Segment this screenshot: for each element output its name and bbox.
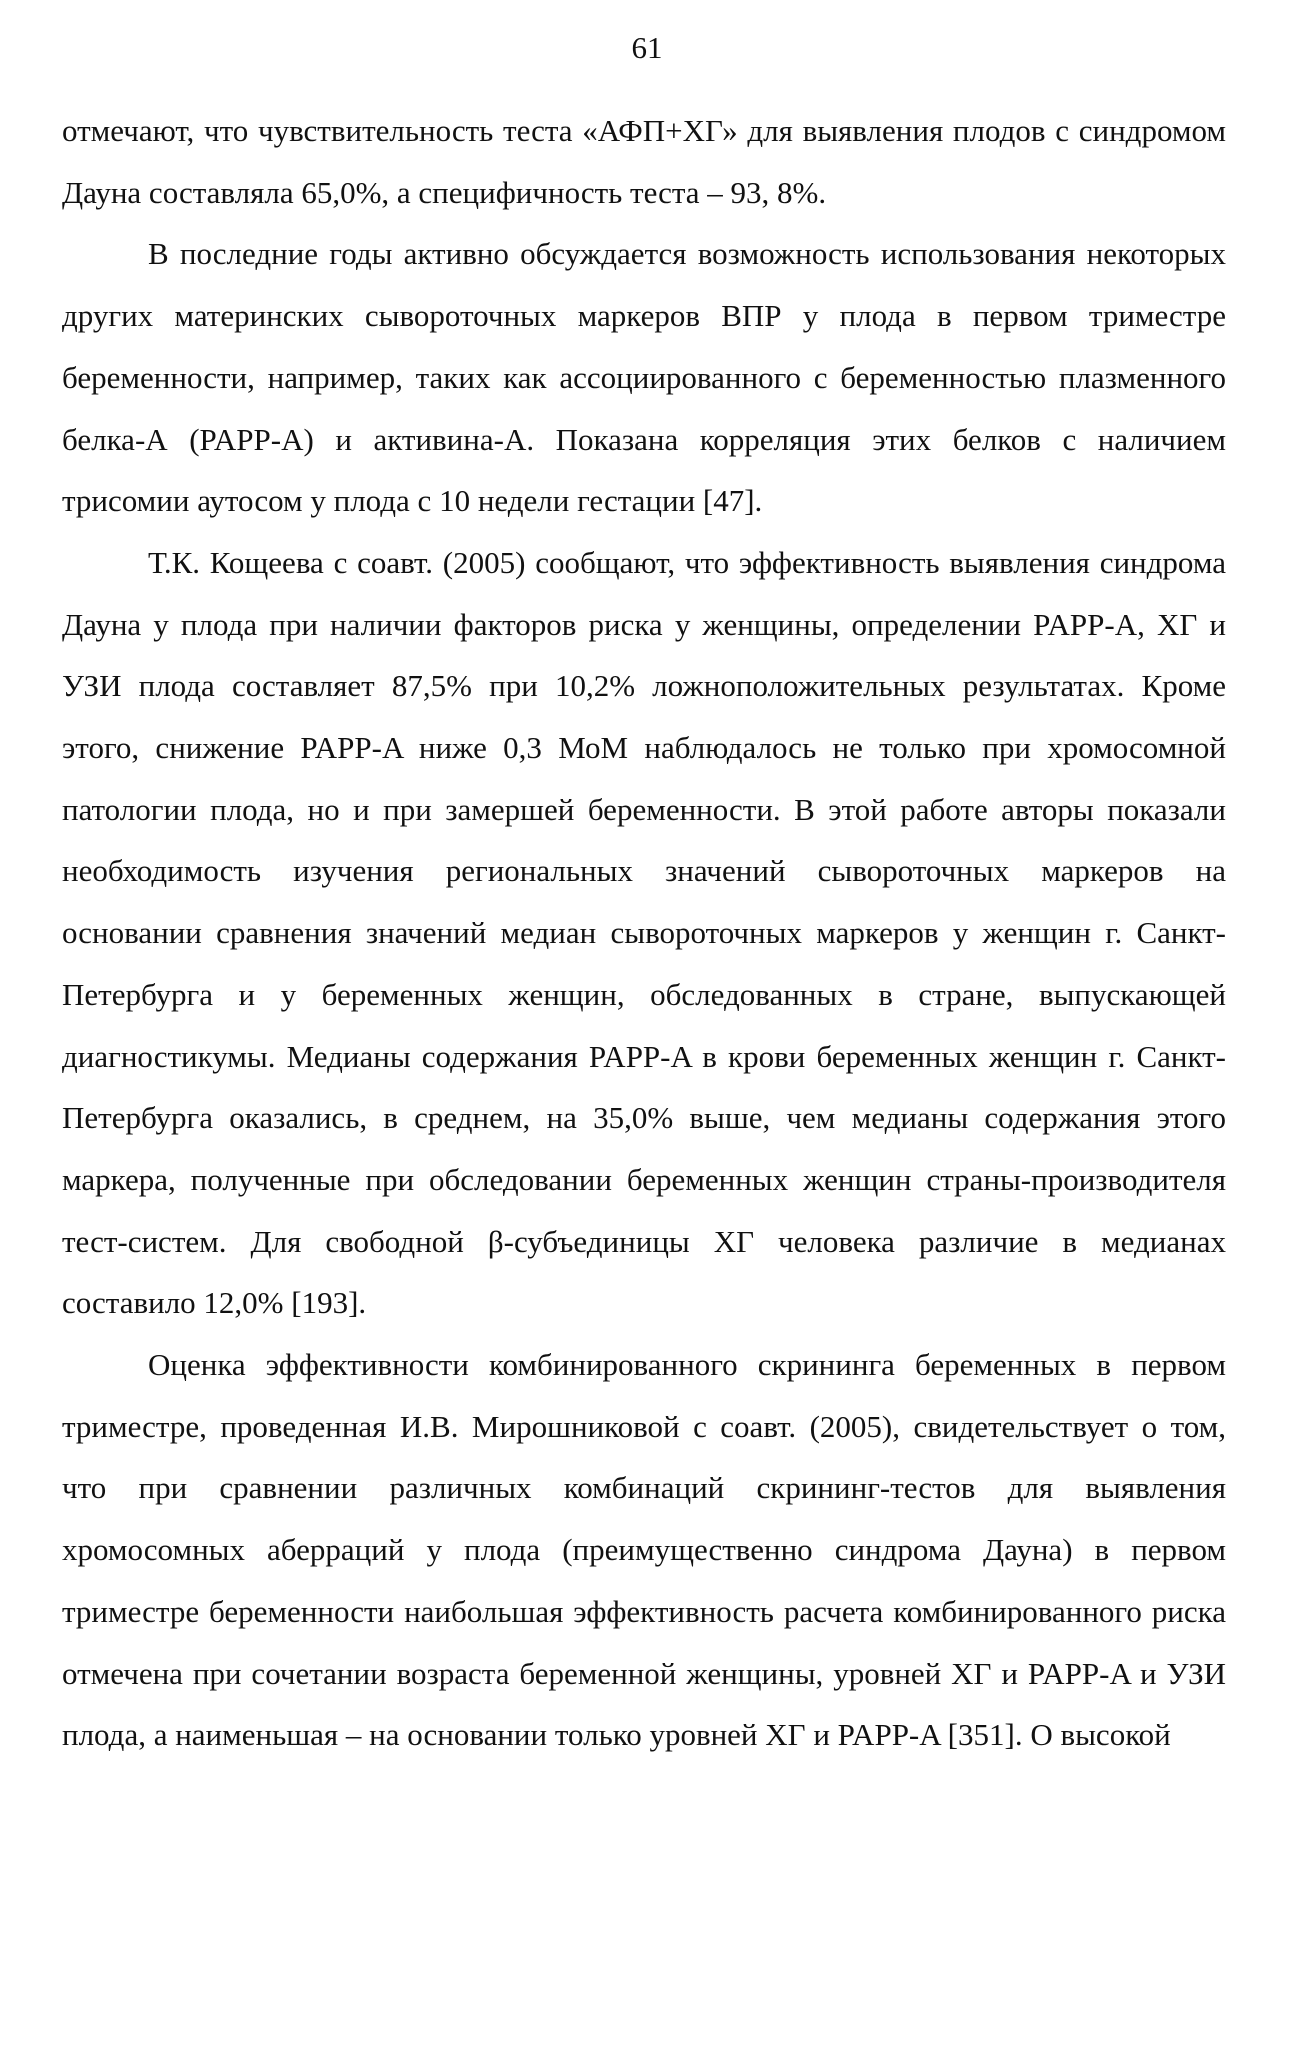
- page-number: 61: [631, 30, 663, 65]
- paragraph: Т.К. Кощеева с соавт. (2005) сообщают, что эффективность выявления синдрома Дауна у плода при наличии факторов риска у женщины, определении PAPP-A, ХГ и УЗИ плода составляет 87,5% при 10,2% ложноположительных результатах. Кроме этого, снижение PAPP-A ниже 0,3 МоМ наблюдалось не только при хромосомной патологии плода, но и при замершей беременности. В этой работе авторы показали необходимость изучения региональных значений сывороточных маркеров на основании сравнения значений медиан сывороточных маркеров у женщин г. Санкт-Петербурга и у беременных женщин, обследованных в стране, выпускающей диагностикумы. Медианы содержания PAPP-A в крови беременных женщин г. Санкт-Петербурга оказались, в среднем, на 35,0% выше, чем медианы содержания этого маркера, полученные при обследовании беременных женщин страны-производителя тест-систем. Для свободной β-субъединицы ХГ человека различие в медианах составило 12,0% [193].: [62, 544, 1226, 1321]
- body-text: [62, 100, 1226, 1766]
- paragraph-continuation: отмечают, что чувствительность теста «АФП+ХГ» для выявления плодов с синдромом Дауна составляла 65,0%, а специфичность теста – 93, 8%.: [62, 113, 1226, 210]
- paragraph: Оценка эффективности комбинированного скрининга беременных в первом триместре, проведенная И.В. Мирошниковой с соавт. (2005), свидетельствует о том, что при сравнении различных комбинаций скрининг-тестов для выявления хромосомных аберраций у плода (преимущественно синдрома Дауна) в первом триместре беременности наибольшая эффективность расчета комбинированного риска отмечена при сочетании возраста беременной женщины, уровней ХГ и PAPP-A и УЗИ плода, а наименьшая – на основании только уровней ХГ и PAPP-A [351]. О высокой: [62, 1347, 1226, 1753]
- paragraph: В последние годы активно обсуждается возможность использования некоторых других материнских сывороточных маркеров ВПР у плода в первом триместре беременности, например, таких как ассоциированного с беременностью плазменного белка-А (PAPP-A) и активина-А. Показана корреляция этих белков с наличием трисомии аутосом у плода с 10 недели гестации [47].: [62, 236, 1226, 519]
